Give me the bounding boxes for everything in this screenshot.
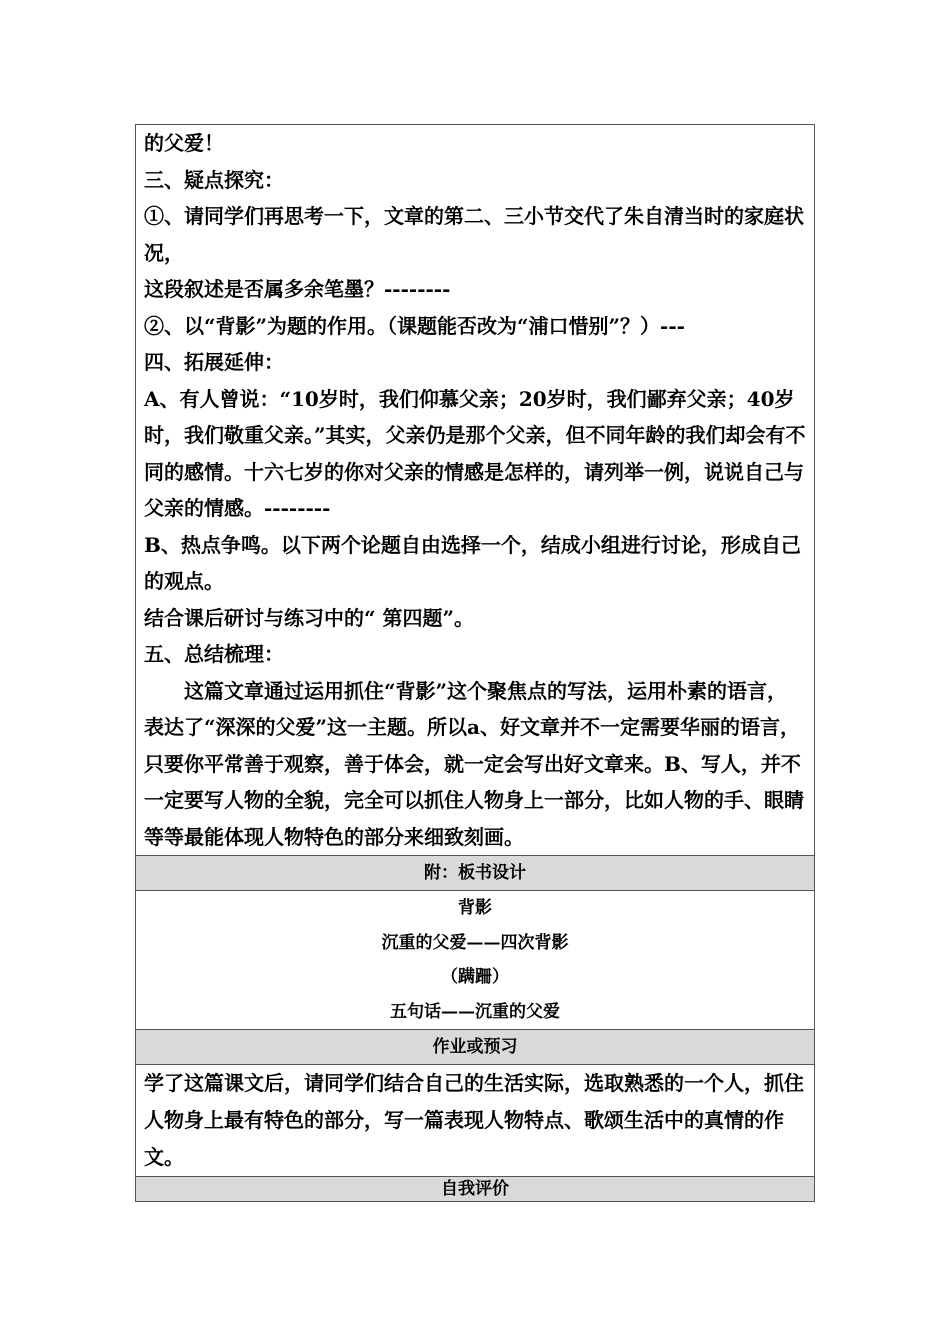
extension-b-note: 结合课后研讨与练习中的“ 第四题”。: [144, 605, 474, 630]
paragraph-ending: 的父爱！: [144, 131, 224, 155]
homework-text: 学了这篇课文后，请同学们结合自己的生活实际，选取熟悉的一个人，抓住人物身上最有特色的部分，写一篇表现人物特点、歌颂生活中的真情的作文。: [136, 1065, 815, 1177]
lesson-plan-table: [135, 124, 815, 1202]
extension-a: A、有人曾说：“10岁时，我们仰慕父亲；20岁时，我们鄙弃父亲；40岁时，我们敬重父亲。”其实，父亲仍是那个父亲，但不同年龄的我们却会有不同的感情。十六七岁的你对父亲的情感是怎样的，请列举一例，说说自己与父亲的情感。--------: [144, 386, 806, 520]
summary-paragraph: 这篇文章通过运用抓住“背影”这个聚焦点的写法，运用朴素的语言，表达了“深深的父爱”这一主题。所以a、好文章并不一定需要华丽的语言，只要你平常善于观察，善于体会，就一定会写出好文章来。B、写人，并不一定要写人物的全貌，完全可以抓住人物身上一部分，比如人物的手、眼睛等等最能体现人物特色的部分来细致刻画。: [144, 678, 804, 849]
lesson-content-row: [136, 125, 815, 856]
question-1-continued: 这段叙述是否属多余笔墨？--------: [144, 277, 451, 301]
question-2: ②、以“背影”为题的作用。（课题能否改为“浦口惜别”？）---: [144, 313, 685, 338]
section-heading-summary: 五、总结梳理：: [144, 642, 284, 666]
question-1: ①、请同学们再思考一下，文章的第二、三小节交代了朱自清当时的家庭状况，: [144, 204, 804, 265]
lesson-content-cell: [136, 125, 815, 856]
homework-header-row: [136, 1030, 815, 1065]
board-content: [136, 891, 815, 1030]
board-line-4: 五句话——沉重的父爱: [390, 1001, 560, 1022]
extension-b: B、热点争鸣。以下两个论题自由选择一个，结成小组进行讨论，形成自己的观点。: [144, 532, 801, 593]
homework-header: 作业或预习: [136, 1030, 815, 1065]
board-line-2: 沉重的父爱——四次背影: [381, 932, 569, 953]
board-line-3: （蹒跚）: [441, 967, 509, 987]
board-header-row: [136, 856, 815, 891]
board-content-row: [136, 891, 815, 1030]
homework-content-row: [136, 1065, 815, 1177]
section-heading-extension: 四、拓展延伸：: [144, 350, 284, 374]
self-eval-header-row: [136, 1177, 815, 1202]
self-eval-header: 自我评价: [136, 1177, 815, 1202]
section-heading-doubts: 三、疑点探究：: [144, 167, 284, 192]
board-header: 附：板书设计: [136, 856, 815, 891]
board-line-title: 背影: [458, 898, 492, 918]
